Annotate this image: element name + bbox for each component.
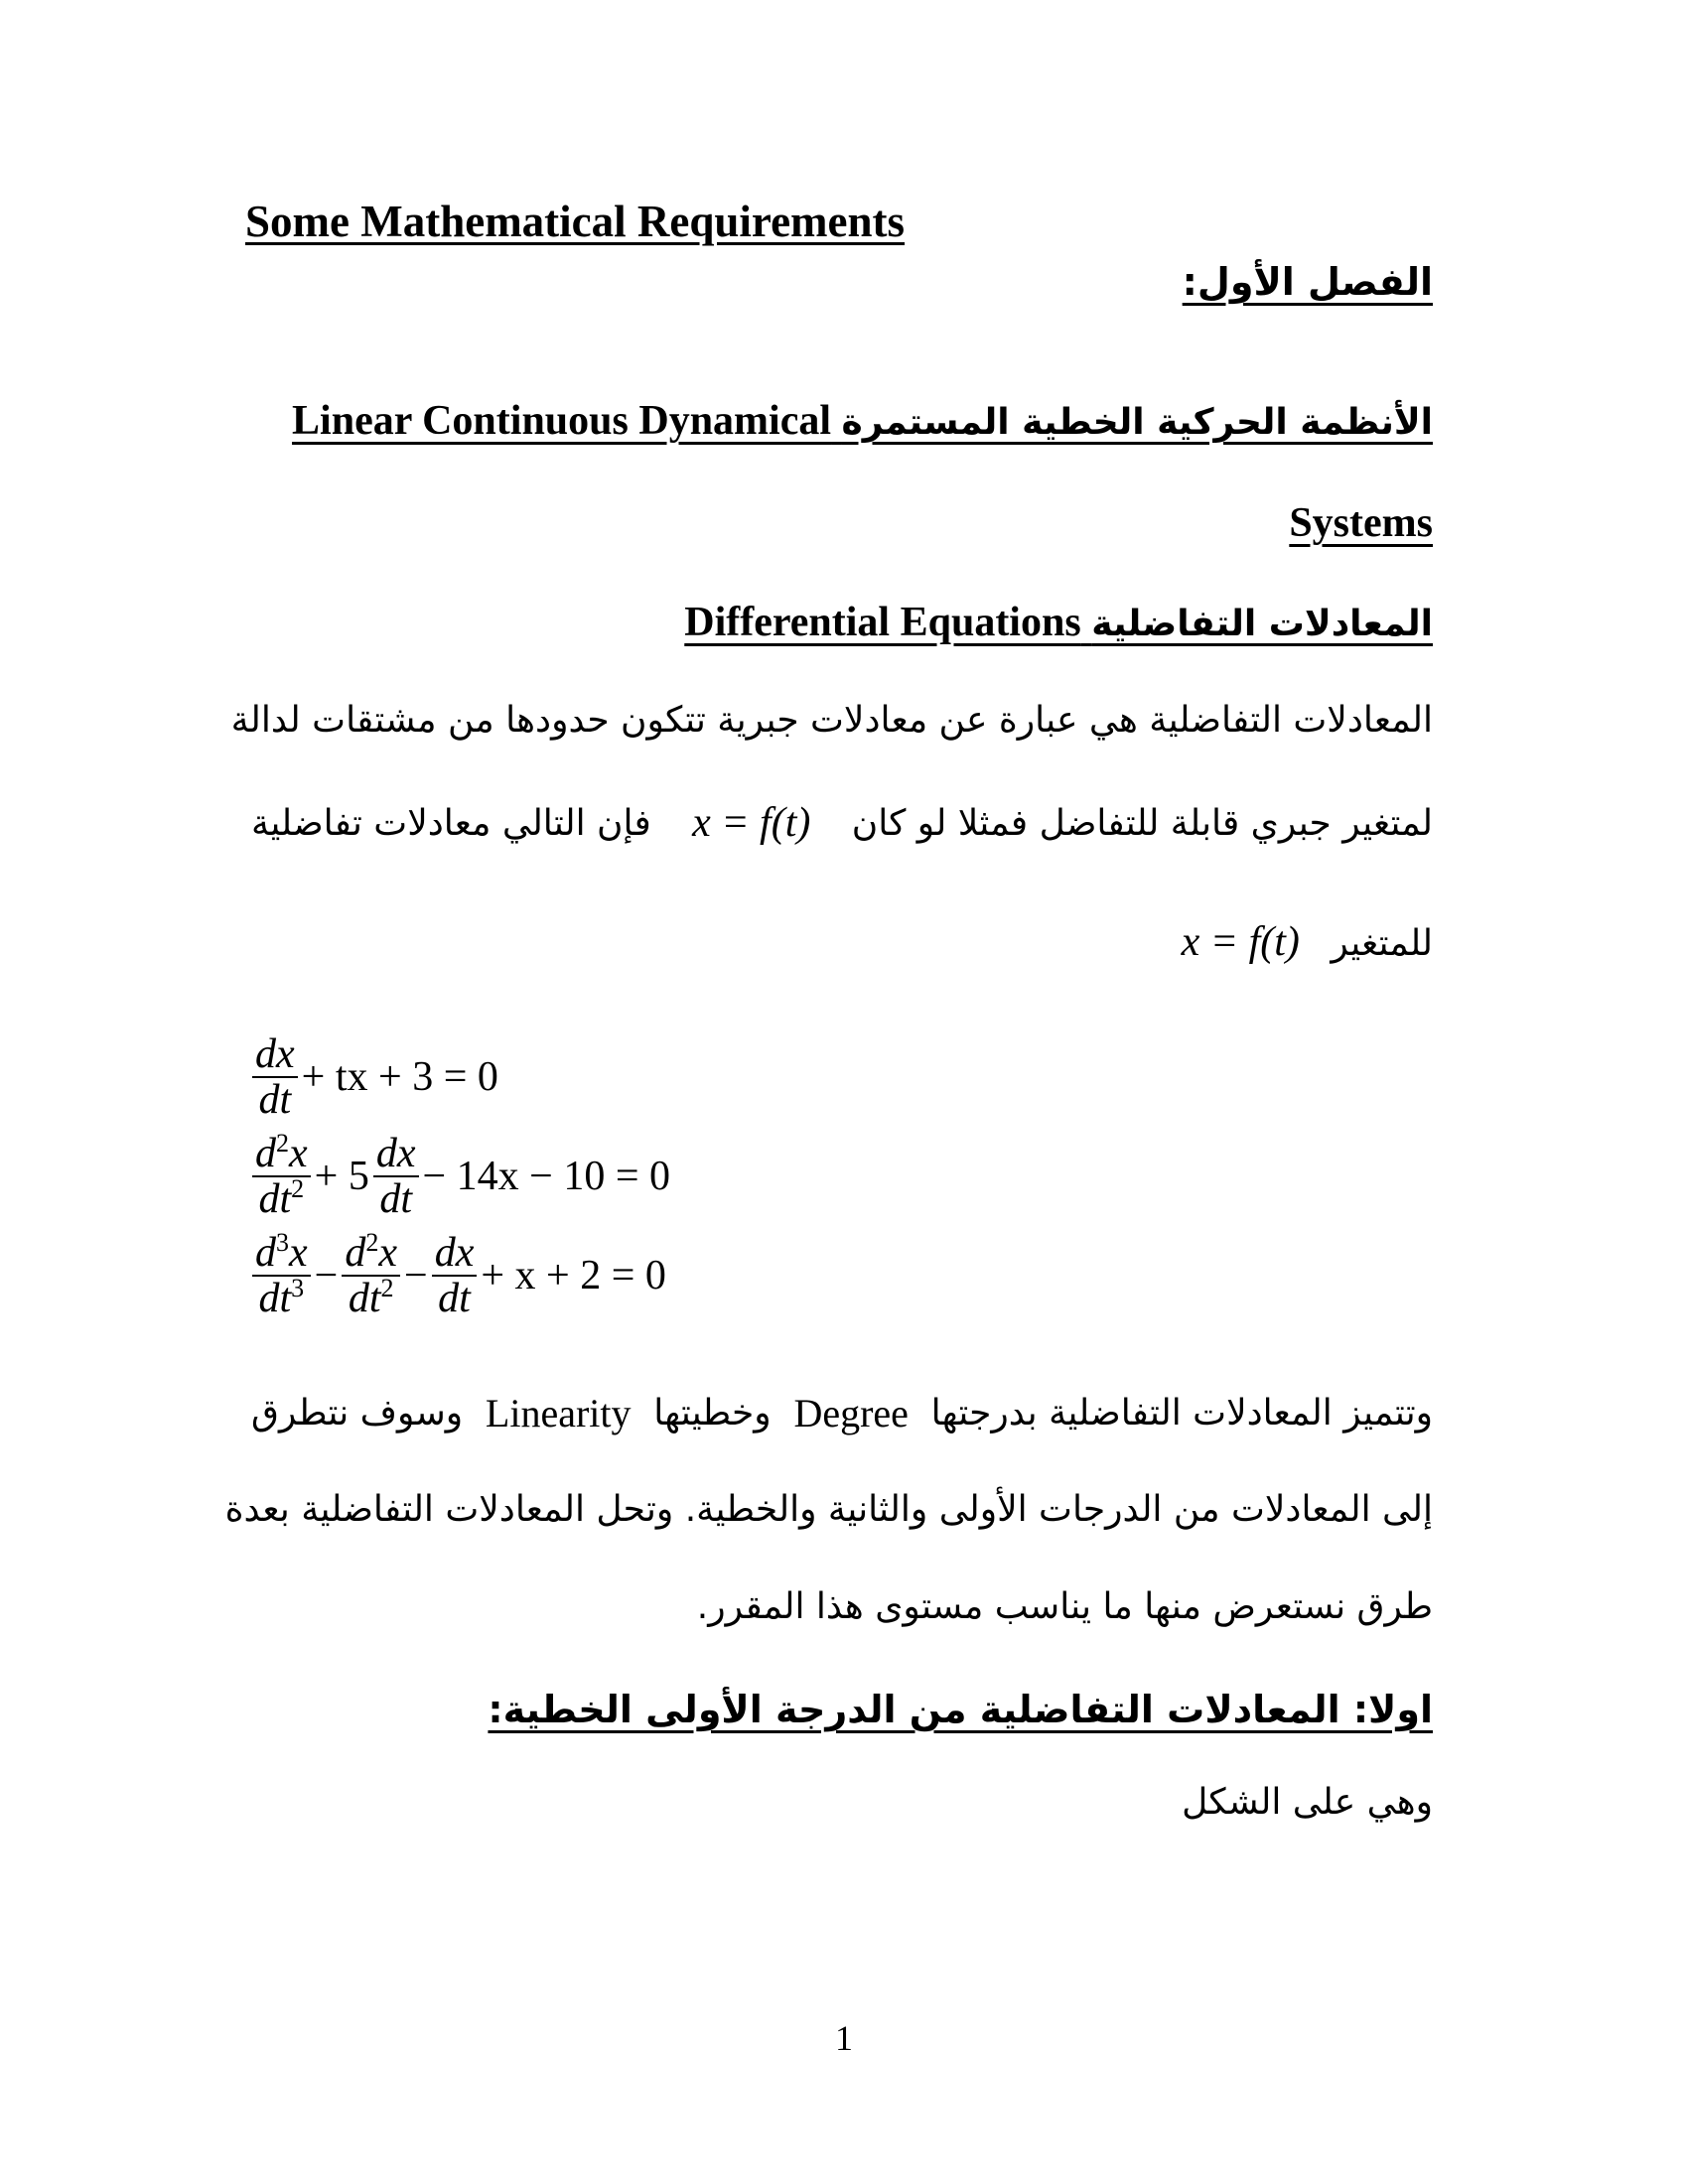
eq3-f1-denominator: $dt^3$ [258, 1274, 305, 1322]
eq2-f2-denominator: dt [379, 1176, 412, 1223]
first-order-heading: اولا: المعادلات التفاضلية من الدرجة الأولى الخطية: [488, 1688, 1433, 1731]
eq3-f2-numerator: $d^2x$ [342, 1231, 400, 1277]
paragraph2-line1 [251, 1390, 1433, 1436]
page-title: Some Mathematical Requirements [245, 197, 906, 246]
equation-2 [248, 1129, 671, 1223]
eq2-mid: + 5 [314, 1154, 369, 1200]
p1-line3-math: x = f(t) [1181, 919, 1300, 965]
p2-line1-c: وسوف نتطرق [251, 1393, 464, 1433]
eq2-f1-denominator: $dt^2$ [258, 1174, 305, 1223]
p1-line2-after: فإن التالي معادلات تفاضلية [251, 802, 651, 844]
systems-heading-line2: Systems [1289, 500, 1433, 546]
eq3-fraction-1 [252, 1228, 311, 1322]
eq2-f1-numerator: $d^2x$ [252, 1132, 311, 1177]
paragraph1-line2 [251, 799, 1433, 847]
de-heading-english: Differential Equations [684, 600, 1081, 645]
eq3-fraction-3 [432, 1231, 478, 1320]
eq2-fraction-1 [252, 1129, 311, 1223]
p1-line3-text: للمتغير [1331, 923, 1433, 964]
p2-line1-b: وخطيتها [653, 1393, 772, 1433]
eq2-f2-numerator: dx [373, 1132, 419, 1177]
eq3-f3-denominator: dt [438, 1276, 471, 1322]
linearity-term: Linearity [485, 1391, 632, 1435]
eq3-f1-numerator: $d^3x$ [252, 1231, 311, 1277]
paragraph1-line3 [1182, 918, 1433, 966]
p1-line2-math: x = f(t) [692, 800, 811, 846]
paragraph2-line2: إلى المعادلات من الدرجات الأولى والثانية والخطية. وتحل المعادلات التفاضلية بعدة [224, 1489, 1433, 1530]
eq1-numerator: dx [252, 1032, 298, 1078]
p2-line1-a: وتتميز المعادلات التفاضلية بدرجتها [930, 1393, 1433, 1433]
eq3-fraction-2 [342, 1228, 400, 1322]
eq2-fraction-2 [373, 1132, 419, 1221]
systems-heading [292, 397, 1433, 445]
equation-1 [248, 1032, 498, 1122]
equation-3 [248, 1228, 666, 1322]
de-heading-arabic: المعادلات التفاضلية [1091, 604, 1433, 644]
eq3-op1: − [314, 1253, 339, 1299]
eq3-tail: + x + 2 = 0 [481, 1253, 666, 1299]
form-line: وهي على الشكل [1182, 1782, 1433, 1823]
eq1-fraction [252, 1032, 298, 1122]
eq3-op2: − [404, 1253, 428, 1299]
paragraph1-line1: المعادلات التفاضلية هي عبارة عن معادلات جبرية تتكون حدودها من مشتقات لدالة [230, 700, 1433, 741]
eq1-tail: + tx + 3 = 0 [301, 1054, 498, 1101]
eq2-tail: − 14x − 10 = 0 [422, 1154, 671, 1200]
eq1-denominator: dt [258, 1077, 292, 1124]
differential-equations-heading [684, 599, 1433, 646]
chapter-heading: الفصل الأول: [1182, 260, 1433, 304]
page-number: 1 [835, 2018, 853, 2058]
eq3-f2-denominator: $dt^2$ [348, 1274, 394, 1322]
eq3-f3-numerator: dx [432, 1231, 478, 1277]
paragraph2-line3: طرق نستعرض منها ما يناسب مستوى هذا المقرر. [696, 1586, 1433, 1627]
p1-line2-before: لمتغير جبري قابلة للتفاضل فمثلا لو كان [851, 802, 1433, 844]
systems-heading-arabic: الأنظمة الحركية الخطية المستمرة [841, 402, 1433, 443]
systems-heading-english: Linear Continuous Dynamical [292, 398, 832, 444]
degree-term: Degree [793, 1391, 909, 1435]
